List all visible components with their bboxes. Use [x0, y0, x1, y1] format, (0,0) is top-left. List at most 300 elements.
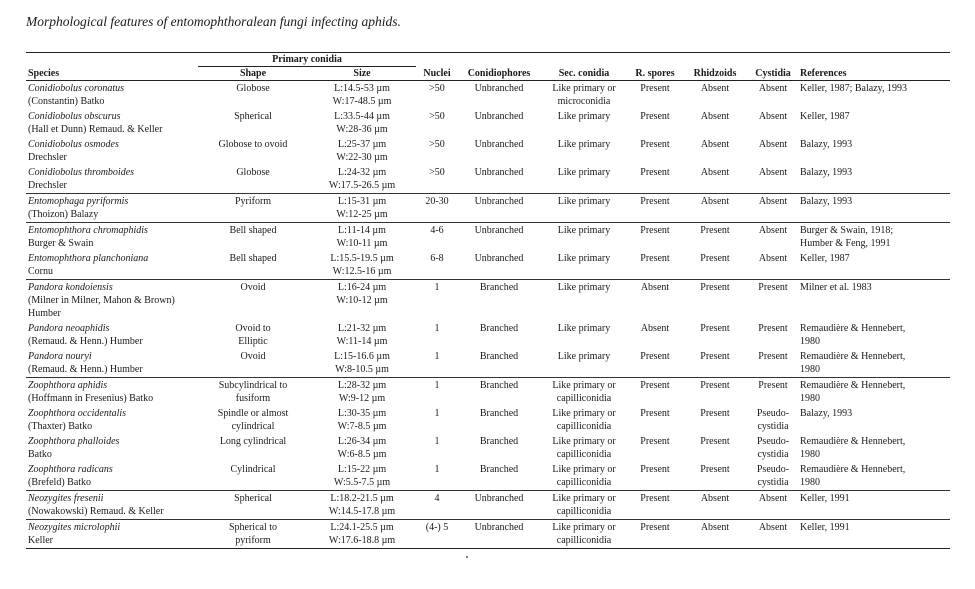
- cell-references-line: Remaudière & Hennebert,: [800, 380, 906, 391]
- cell-shape: [198, 223, 308, 252]
- cell-rhizoids: [682, 462, 748, 491]
- cell-r-spores: [628, 109, 682, 137]
- cell-references: [798, 165, 950, 194]
- cell-r-spores-value: Present: [640, 464, 670, 475]
- cell-references-line: Milner et al. 1983: [800, 282, 872, 293]
- header-group-row: [26, 53, 950, 67]
- cell-shape-line: Ovoid: [240, 282, 266, 293]
- cell-sec-conidia: [540, 462, 628, 491]
- cell-cystidia: [748, 349, 798, 378]
- cell-shape-line: Long cylindrical: [219, 436, 287, 447]
- cell-nuclei: [416, 280, 458, 322]
- cell-sec-conidia-line: capilliconidia: [556, 421, 612, 432]
- table-row: [26, 520, 950, 549]
- col-size: Size: [308, 67, 416, 81]
- cell-rhizoids: [682, 349, 748, 378]
- cell-shape-line: Bell shaped: [229, 225, 277, 236]
- cell-species-line: (Remaud. & Henn.) Humber: [28, 364, 143, 375]
- cell-cystidia-line: Absent: [758, 253, 788, 264]
- cell-references-line: 1980: [800, 393, 820, 404]
- cell-r-spores: [628, 81, 682, 110]
- table-row: [26, 165, 950, 194]
- cell-size-line: L:30-35 µm: [337, 408, 387, 419]
- cell-references-line: Balazy, 1993: [800, 167, 853, 178]
- cell-rhizoids-value: Present: [700, 351, 730, 362]
- cell-sec-conidia-line: capilliconidia: [556, 535, 612, 546]
- cell-species-line: Zoophthora aphidis: [28, 380, 108, 391]
- cell-references: [798, 349, 950, 378]
- cell-rhizoids: [682, 137, 748, 165]
- cell-nuclei: [416, 81, 458, 110]
- cell-species-line: (Hoffmann in Fresenius) Batko: [28, 393, 154, 404]
- cell-cystidia: [748, 491, 798, 520]
- cell-species-line: Conidiobolus obscurus: [28, 111, 121, 122]
- cell-cystidia-line: Present: [758, 380, 788, 391]
- cell-cystidia: [748, 520, 798, 549]
- cell-cystidia-line: Present: [758, 323, 788, 334]
- cell-species-line: Neozygites fresenii: [28, 493, 104, 504]
- cell-species-line: Entomophthora chromaphidis: [28, 225, 148, 236]
- cell-cystidia: [748, 406, 798, 434]
- cell-conidiophores: [458, 194, 540, 223]
- table-body: [26, 81, 950, 549]
- table-row: [26, 137, 950, 165]
- cell-nuclei-value: >50: [429, 139, 445, 150]
- cell-cystidia: [748, 434, 798, 462]
- cell-shape-line: fusiform: [235, 393, 271, 404]
- cell-species: [26, 280, 198, 322]
- col-cystidia: Cystidia: [748, 67, 798, 81]
- cell-size-line: L:15-31 µm: [337, 196, 387, 207]
- cell-references: [798, 280, 950, 322]
- col-shape: Shape: [198, 67, 308, 81]
- cell-sec-conidia-line: capilliconidia: [556, 477, 612, 488]
- cell-cystidia-line: Present: [758, 351, 788, 362]
- cell-conidiophores-value: Unbranched: [474, 167, 524, 178]
- cell-species-line: (Remaud. & Henn.) Humber: [28, 336, 143, 347]
- cell-references-line: Remaudière & Hennebert,: [800, 464, 906, 475]
- cell-shape-line: Globose: [236, 83, 270, 94]
- cell-shape: [198, 194, 308, 223]
- cell-species: [26, 81, 198, 110]
- cell-sec-conidia-line: Like primary: [557, 167, 611, 178]
- cell-rhizoids: [682, 406, 748, 434]
- cell-sec-conidia-line: Like primary or: [552, 493, 616, 504]
- table-row: [26, 349, 950, 378]
- cell-references-line: Keller, 1987: [800, 253, 850, 264]
- cell-r-spores: [628, 321, 682, 349]
- cell-sec-conidia-line: Like primary or: [552, 380, 616, 391]
- cell-references-line: Remaudière & Hennebert,: [800, 323, 906, 334]
- cell-cystidia: [748, 109, 798, 137]
- cell-cystidia-line: Absent: [758, 493, 788, 504]
- cell-cystidia: [748, 280, 798, 322]
- cell-shape-line: cylindrical: [231, 421, 275, 432]
- cell-rhizoids: [682, 280, 748, 322]
- cell-references: [798, 81, 950, 110]
- scan-speck: [466, 556, 468, 558]
- cell-references: [798, 194, 950, 223]
- cell-r-spores-value: Present: [640, 380, 670, 391]
- cell-species-line: (Constantin) Batko: [28, 96, 105, 107]
- cell-references: [798, 251, 950, 280]
- cell-size-line: W:9-12 µm: [338, 393, 386, 404]
- cell-nuclei-value: >50: [429, 111, 445, 122]
- cell-species: [26, 434, 198, 462]
- cell-conidiophores: [458, 280, 540, 322]
- cell-shape-line: Subcylindrical to: [218, 380, 288, 391]
- cell-sec-conidia-line: capilliconidia: [556, 393, 612, 404]
- cell-species: [26, 137, 198, 165]
- table-row: [26, 194, 950, 223]
- cell-references: [798, 434, 950, 462]
- cell-sec-conidia: [540, 223, 628, 252]
- cell-size-line: L:21-32 µm: [337, 323, 387, 334]
- cell-size: [308, 109, 416, 137]
- cell-cystidia-line: Pseudo-: [756, 436, 790, 447]
- cell-cystidia-line: cystidia: [757, 421, 789, 432]
- cell-size-line: W:22-30 µm: [336, 152, 388, 163]
- cell-cystidia-line: Pseudo-: [756, 408, 790, 419]
- cell-conidiophores: [458, 137, 540, 165]
- cell-conidiophores-value: Unbranched: [474, 111, 524, 122]
- cell-species: [26, 321, 198, 349]
- cell-conidiophores-value: Branched: [479, 464, 519, 475]
- cell-references-line: Keller, 1991: [800, 522, 850, 533]
- cell-nuclei-value: 1: [434, 408, 440, 419]
- cell-sec-conidia-line: Like primary or: [552, 436, 616, 447]
- cell-rhizoids: [682, 165, 748, 194]
- cell-nuclei: [416, 109, 458, 137]
- cell-species: [26, 194, 198, 223]
- cell-conidiophores-value: Unbranched: [474, 522, 524, 533]
- cell-r-spores-value: Present: [640, 522, 670, 533]
- cell-size: [308, 520, 416, 549]
- cell-conidiophores-value: Unbranched: [474, 83, 524, 94]
- cell-rhizoids-value: Absent: [700, 196, 730, 207]
- cell-conidiophores: [458, 349, 540, 378]
- col-r-spores: R. spores: [628, 67, 682, 81]
- cell-sec-conidia: [540, 406, 628, 434]
- cell-cystidia-line: Absent: [758, 167, 788, 178]
- cell-rhizoids-value: Present: [700, 253, 730, 264]
- cell-species: [26, 223, 198, 252]
- table-row: [26, 462, 950, 491]
- cell-species-line: Drechsler: [28, 180, 67, 191]
- cell-conidiophores-value: Unbranched: [474, 253, 524, 264]
- cell-nuclei: [416, 194, 458, 223]
- cell-sec-conidia-line: Like primary or: [552, 522, 616, 533]
- cell-rhizoids-value: Present: [700, 380, 730, 391]
- cell-rhizoids: [682, 378, 748, 407]
- cell-references-line: Keller, 1991: [800, 493, 850, 504]
- cell-nuclei-value: 1: [434, 380, 440, 391]
- cell-r-spores-value: Present: [640, 351, 670, 362]
- cell-species-line: Batko: [28, 449, 52, 460]
- cell-rhizoids-value: Present: [700, 408, 730, 419]
- cell-shape-line: Globose to ovoid: [218, 139, 288, 150]
- table-row: [26, 491, 950, 520]
- cell-nuclei: [416, 491, 458, 520]
- cell-species-line: Burger & Swain: [28, 238, 94, 249]
- cell-sec-conidia-line: Like primary: [557, 282, 611, 293]
- cell-references-line: 1980: [800, 364, 820, 375]
- cell-r-spores-value: Present: [640, 253, 670, 264]
- cell-r-spores-value: Present: [640, 139, 670, 150]
- cell-species-line: Zoophthora occidentalis: [28, 408, 127, 419]
- cell-species: [26, 349, 198, 378]
- cell-species: [26, 462, 198, 491]
- cell-nuclei-value: 1: [434, 464, 440, 475]
- cell-shape-line: Globose: [236, 167, 270, 178]
- cell-sec-conidia: [540, 109, 628, 137]
- cell-conidiophores-value: Branched: [479, 380, 519, 391]
- cell-species-line: Zoophthora radicans: [28, 464, 113, 475]
- cell-shape: [198, 81, 308, 110]
- table-row: [26, 280, 950, 322]
- cell-size: [308, 491, 416, 520]
- primary-conidia-header: Primary conidia: [198, 53, 416, 67]
- cell-rhizoids: [682, 81, 748, 110]
- cell-species-line: Pandora nouryi: [28, 351, 92, 362]
- cell-shape-line: Ovoid: [240, 351, 266, 362]
- cell-species-line: Zoophthora phalloides: [28, 436, 120, 447]
- cell-species-line: Pandora kondoiensis: [28, 282, 113, 293]
- cell-size: [308, 321, 416, 349]
- cell-species: [26, 491, 198, 520]
- cell-rhizoids-value: Absent: [700, 83, 730, 94]
- cell-rhizoids: [682, 109, 748, 137]
- cell-size-line: L:24-32 µm: [337, 167, 387, 178]
- cell-rhizoids-value: Absent: [700, 139, 730, 150]
- cell-size: [308, 378, 416, 407]
- cell-cystidia-line: Absent: [758, 139, 788, 150]
- cell-nuclei: [416, 378, 458, 407]
- cell-shape: [198, 280, 308, 322]
- table-row: [26, 251, 950, 280]
- morphology-table: [26, 52, 950, 549]
- cell-cystidia-line: Absent: [758, 196, 788, 207]
- cell-r-spores-value: Present: [640, 225, 670, 236]
- cell-references-line: 1980: [800, 477, 820, 488]
- cell-size: [308, 462, 416, 491]
- cell-species-line: Cornu: [28, 266, 53, 277]
- cell-sec-conidia-line: Like primary: [557, 196, 611, 207]
- cell-cystidia-line: Absent: [758, 83, 788, 94]
- cell-size: [308, 434, 416, 462]
- cell-shape: [198, 349, 308, 378]
- cell-references: [798, 321, 950, 349]
- cell-shape: [198, 378, 308, 407]
- cell-shape: [198, 251, 308, 280]
- cell-sec-conidia-line: capilliconidia: [556, 449, 612, 460]
- cell-species-line: Neozygites microlophii: [28, 522, 121, 533]
- cell-size-line: W:28-36 µm: [336, 124, 388, 135]
- cell-sec-conidia: [540, 378, 628, 407]
- cell-nuclei-value: >50: [429, 83, 445, 94]
- cell-species: [26, 109, 198, 137]
- cell-rhizoids: [682, 520, 748, 549]
- cell-nuclei: [416, 462, 458, 491]
- cell-shape: [198, 491, 308, 520]
- cell-rhizoids-value: Absent: [700, 111, 730, 122]
- cell-species-line: Humber: [28, 308, 61, 319]
- cell-species: [26, 251, 198, 280]
- cell-size-line: W:8-10.5 µm: [335, 364, 389, 375]
- cell-size: [308, 223, 416, 252]
- cell-r-spores: [628, 378, 682, 407]
- cell-conidiophores-value: Branched: [479, 323, 519, 334]
- cell-nuclei: [416, 406, 458, 434]
- cell-size: [308, 137, 416, 165]
- cell-shape-line: Spindle or almost: [217, 408, 289, 419]
- cell-conidiophores: [458, 81, 540, 110]
- cell-size-line: L:25-37 µm: [337, 139, 387, 150]
- cell-sec-conidia-line: Like primary: [557, 139, 611, 150]
- cell-conidiophores: [458, 491, 540, 520]
- cell-species-line: Conidiobolus thromboides: [28, 167, 135, 178]
- cell-size-line: L:15-16.6 µm: [334, 351, 390, 362]
- col-species: Species: [26, 67, 198, 81]
- cell-rhizoids-value: Present: [700, 464, 730, 475]
- cell-r-spores-value: Present: [640, 408, 670, 419]
- cell-cystidia: [748, 223, 798, 252]
- cell-references-line: Balazy, 1993: [800, 139, 853, 150]
- cell-r-spores: [628, 349, 682, 378]
- cell-size-line: W:17.5-26.5 µm: [328, 180, 396, 191]
- cell-cystidia: [748, 194, 798, 223]
- cell-conidiophores-value: Unbranched: [474, 493, 524, 504]
- cell-references-line: Keller, 1987; Balazy, 1993: [800, 83, 907, 94]
- cell-sec-conidia: [540, 491, 628, 520]
- cell-size-line: W:17.6-18.8 µm: [328, 535, 396, 546]
- cell-nuclei-value: 1: [434, 351, 440, 362]
- cell-rhizoids-value: Absent: [700, 167, 730, 178]
- cell-r-spores-value: Present: [640, 196, 670, 207]
- cell-r-spores-value: Present: [640, 493, 670, 504]
- col-conidiophores: Conidiophores: [458, 67, 540, 81]
- cell-sec-conidia: [540, 137, 628, 165]
- cell-shape-line: Pyriform: [234, 196, 272, 207]
- cell-nuclei-value: 4-6: [430, 225, 444, 236]
- cell-rhizoids-value: Absent: [700, 493, 730, 504]
- cell-references-line: Balazy, 1993: [800, 408, 853, 419]
- cell-species: [26, 378, 198, 407]
- cell-nuclei: [416, 349, 458, 378]
- cell-references-line: Remaudière & Hennebert,: [800, 351, 906, 362]
- cell-cystidia: [748, 321, 798, 349]
- cell-species: [26, 520, 198, 549]
- cell-rhizoids-value: Present: [700, 436, 730, 447]
- cell-species-line: (Thoizon) Balazy: [28, 209, 99, 220]
- cell-nuclei-value: 4: [434, 493, 440, 504]
- cell-nuclei: [416, 321, 458, 349]
- cell-references-line: 1980: [800, 336, 820, 347]
- cell-r-spores: [628, 520, 682, 549]
- cell-nuclei-value: (4-) 5: [425, 522, 449, 533]
- cell-shape-line: Spherical: [234, 111, 272, 122]
- cell-r-spores: [628, 434, 682, 462]
- cell-references: [798, 406, 950, 434]
- cell-size: [308, 349, 416, 378]
- cell-nuclei: [416, 137, 458, 165]
- cell-species-line: (Nowakowski) Remaud. & Keller: [28, 506, 164, 517]
- cell-species-line: (Milner in Milner, Mahon & Brown): [28, 295, 175, 306]
- cell-r-spores-value: Present: [640, 111, 670, 122]
- cell-nuclei-value: >50: [429, 167, 445, 178]
- cell-species-line: Pandora neoaphidis: [28, 323, 110, 334]
- cell-rhizoids: [682, 434, 748, 462]
- cell-shape: [198, 137, 308, 165]
- cell-sec-conidia: [540, 321, 628, 349]
- cell-nuclei-value: 6-8: [430, 253, 444, 264]
- cell-cystidia-line: Absent: [758, 225, 788, 236]
- cell-rhizoids: [682, 251, 748, 280]
- cell-conidiophores: [458, 109, 540, 137]
- cell-shape: [198, 321, 308, 349]
- col-nuclei: Nuclei: [416, 67, 458, 81]
- cell-shape: [198, 406, 308, 434]
- cell-species-line: Conidiobolus osmodes: [28, 139, 119, 150]
- cell-references: [798, 223, 950, 252]
- cell-species-line: (Brefeld) Batko: [28, 477, 92, 488]
- cell-r-spores: [628, 165, 682, 194]
- cell-shape-line: Spherical to: [228, 522, 278, 533]
- cell-r-spores: [628, 194, 682, 223]
- cell-sec-conidia: [540, 194, 628, 223]
- cell-shape-line: Spherical: [234, 493, 272, 504]
- cell-sec-conidia-line: Like primary or: [552, 408, 616, 419]
- table-row: [26, 109, 950, 137]
- cell-size-line: W:12-25 µm: [336, 209, 388, 220]
- cell-r-spores-value: Present: [640, 167, 670, 178]
- cell-references-line: 1980: [800, 449, 820, 460]
- cell-species-line: Keller: [28, 535, 53, 546]
- cell-size: [308, 280, 416, 322]
- cell-sec-conidia-line: capilliconidia: [556, 506, 612, 517]
- cell-size-line: W:7-8.5 µm: [337, 421, 387, 432]
- cell-r-spores: [628, 223, 682, 252]
- cell-shape: [198, 462, 308, 491]
- cell-conidiophores: [458, 321, 540, 349]
- cell-size: [308, 165, 416, 194]
- cell-references: [798, 378, 950, 407]
- cell-shape: [198, 109, 308, 137]
- cell-rhizoids: [682, 321, 748, 349]
- cell-r-spores: [628, 491, 682, 520]
- cell-sec-conidia-line: Like primary: [557, 253, 611, 264]
- cell-conidiophores: [458, 520, 540, 549]
- cell-nuclei-value: 1: [434, 436, 440, 447]
- cell-sec-conidia-line: microconidia: [557, 96, 611, 107]
- cell-r-spores-value: Present: [640, 436, 670, 447]
- cell-r-spores-value: Present: [640, 83, 670, 94]
- cell-r-spores: [628, 137, 682, 165]
- cell-sec-conidia-line: Like primary or: [552, 83, 616, 94]
- cell-rhizoids-value: Present: [700, 225, 730, 236]
- cell-conidiophores: [458, 462, 540, 491]
- cell-size-line: L:15-22 µm: [337, 464, 387, 475]
- cell-cystidia: [748, 137, 798, 165]
- cell-sec-conidia: [540, 349, 628, 378]
- table-row: [26, 378, 950, 407]
- cell-size-line: W:11-14 µm: [336, 336, 388, 347]
- cell-sec-conidia: [540, 434, 628, 462]
- cell-conidiophores-value: Branched: [479, 282, 519, 293]
- cell-nuclei-value: 1: [434, 282, 440, 293]
- table-caption: Morphological features of entomophthoralean fungi infecting aphids.: [26, 14, 401, 29]
- cell-size: [308, 81, 416, 110]
